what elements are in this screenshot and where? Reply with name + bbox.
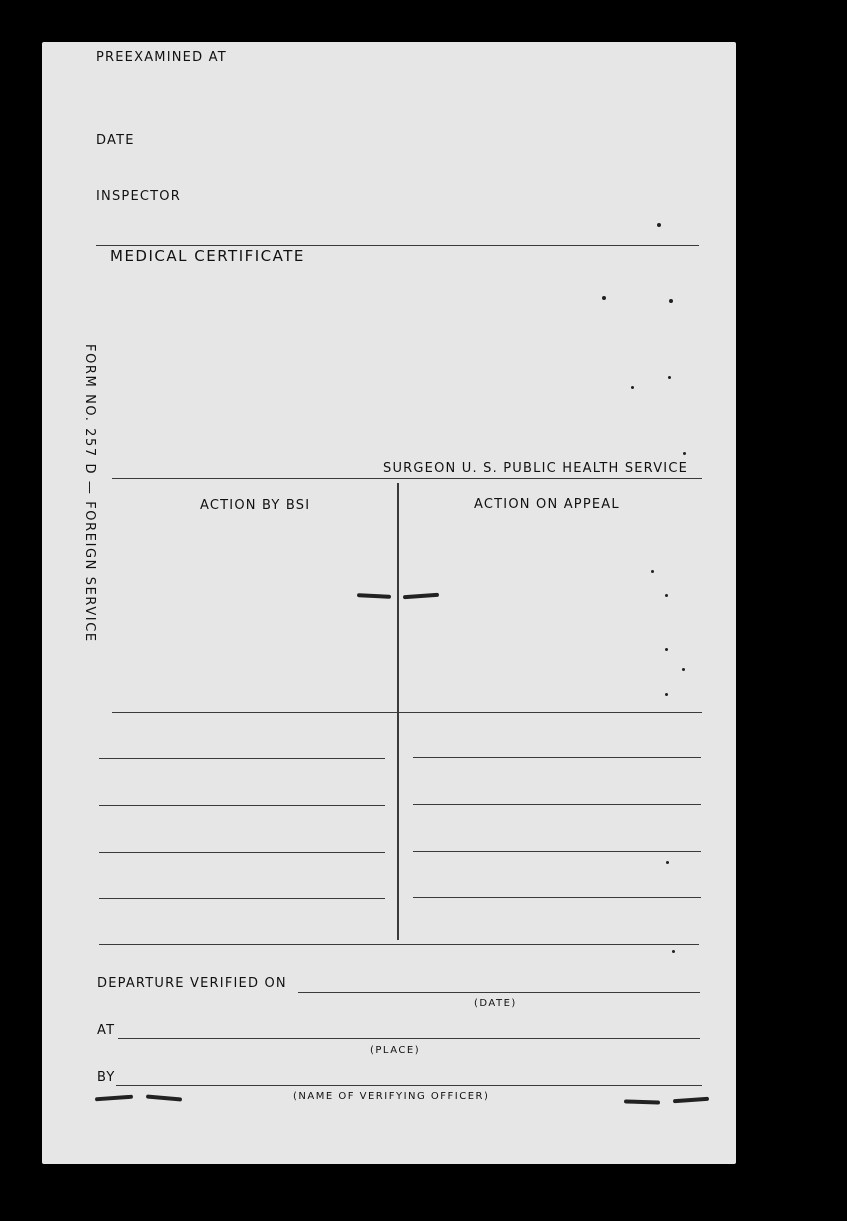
action-by-bsi-header: ACTION BY BSI <box>200 498 311 513</box>
surgeon-signature-caption: SURGEON U. S. PUBLIC HEALTH SERVICE <box>383 461 689 476</box>
ruled-line <box>99 805 385 806</box>
departure-verified-label: DEPARTURE VERIFIED ON <box>97 976 287 991</box>
ruled-line <box>99 852 385 853</box>
place-line <box>118 1038 700 1039</box>
speck <box>665 648 668 651</box>
form-number-label: FORM NO. 257 D — FOREIGN SERVICE <box>82 344 97 643</box>
speck <box>631 386 634 389</box>
clip-mark <box>95 1095 133 1102</box>
ruled-line <box>413 757 701 758</box>
speck <box>665 693 668 696</box>
clip-mark <box>146 1094 182 1101</box>
clip-mark <box>673 1097 709 1104</box>
ruled-line <box>413 804 701 805</box>
officer-line <box>116 1085 702 1086</box>
speck <box>682 668 685 671</box>
certificate-divider <box>112 478 702 479</box>
speck <box>672 950 675 953</box>
clip-mark <box>357 593 391 599</box>
ruled-line <box>413 897 701 898</box>
officer-caption: (NAME OF VERIFYING OFFICER) <box>293 1091 490 1102</box>
ruled-line <box>112 712 702 713</box>
ruled-line <box>99 944 699 945</box>
inspector-label: INSPECTOR <box>96 189 181 204</box>
header-divider <box>96 245 699 246</box>
ruled-line <box>99 758 385 759</box>
date-label: DATE <box>96 133 135 148</box>
speck <box>602 296 606 300</box>
departure-date-line <box>298 992 700 993</box>
speck <box>665 594 668 597</box>
clip-mark <box>624 1099 660 1104</box>
speck <box>651 570 654 573</box>
by-label: BY <box>97 1070 116 1085</box>
speck <box>669 299 673 303</box>
action-on-appeal-header: ACTION ON APPEAL <box>474 497 620 512</box>
clip-mark <box>403 593 439 600</box>
place-caption: (PLACE) <box>370 1045 421 1056</box>
speck <box>657 223 661 227</box>
preexamined-at-label: PREEXAMINED AT <box>96 50 227 65</box>
date-caption: (DATE) <box>474 998 517 1009</box>
speck <box>666 861 669 864</box>
at-label: AT <box>97 1023 116 1038</box>
speck <box>683 452 686 455</box>
ruled-line <box>99 898 385 899</box>
speck <box>668 376 671 379</box>
medical-certificate-title: MEDICAL CERTIFICATE <box>110 247 305 265</box>
form-card <box>42 42 736 1164</box>
ruled-line <box>413 851 701 852</box>
